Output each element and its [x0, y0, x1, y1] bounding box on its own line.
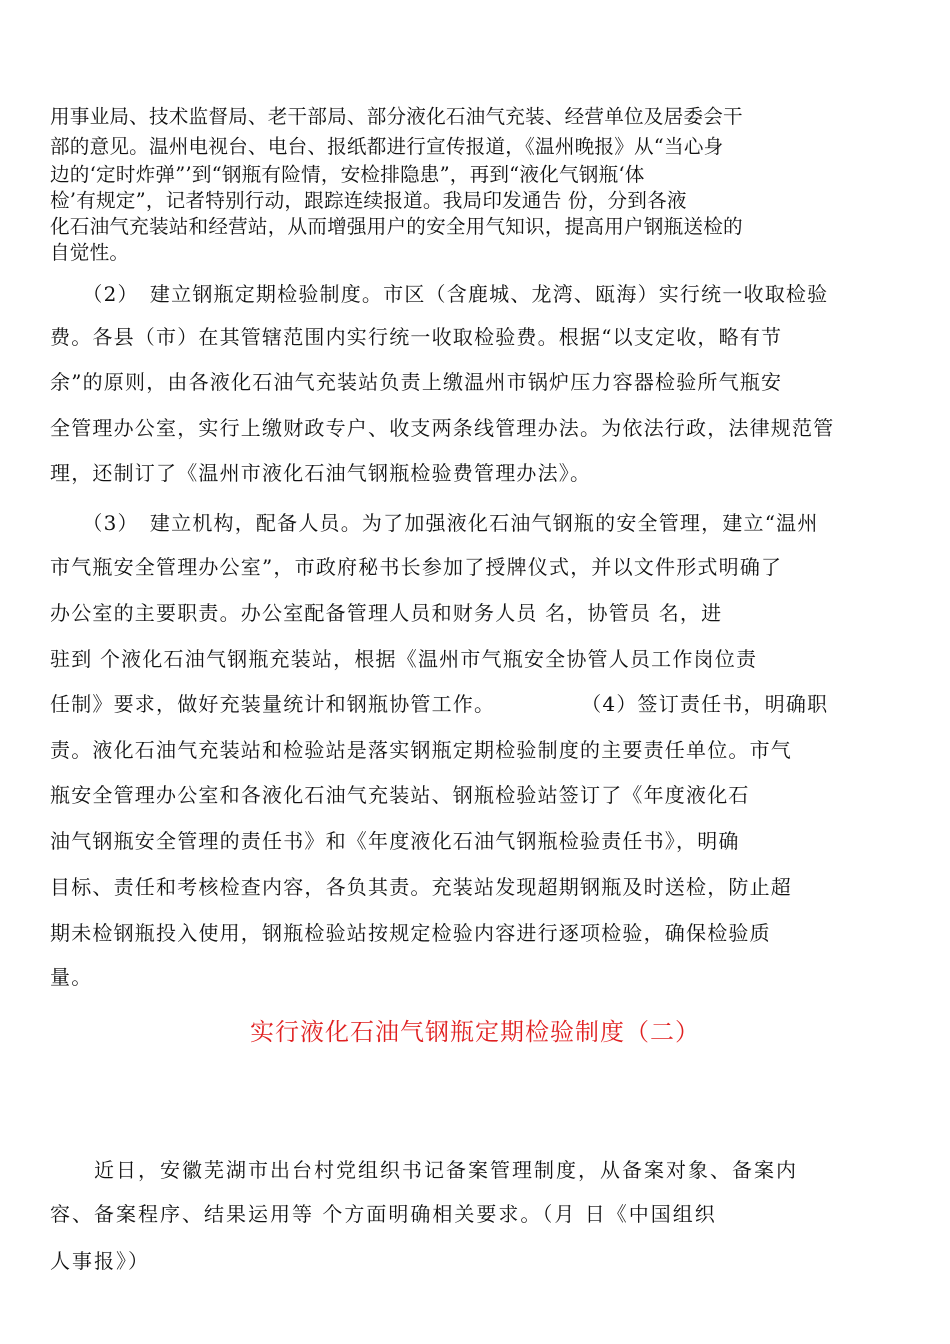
paragraph-line: 责。液化石油气充装站和检验站是落实钢瓶定期检验制度的主要责任单位。市气: [50, 738, 792, 762]
paragraph-line: 瓶安全管理办公室和各液化石油气充装站、钢瓶检验站签订了《年度液化石: [50, 783, 750, 807]
paragraph-line: 用事业局、技术监督局、老干部局、部分液化石油气充装、经营单位及居委会干: [50, 105, 743, 128]
paragraph-line: 检’有规定”，记者特别行动，跟踪连续报道。我局印发通告 份，分到各液: [50, 189, 687, 212]
paragraph-line: （3） 建立机构，配备人员。为了加强液化石油气钢瓶的安全管理，建立“温州: [50, 511, 819, 535]
paragraph-line: 驻到 个液化石油气钢瓶充装站，根据《温州市气瓶安全协管人员工作岗位责: [50, 647, 758, 671]
paragraph-line: 部的意见。温州电视台、电台、报纸都进行宣传报道，《温州晚报》从“当心身: [50, 135, 724, 158]
paragraph-line: 容、备案程序、结果运用等 个方面明确相关要求。（月 日《中国组织: [50, 1202, 717, 1226]
paragraph-line: 量。: [50, 965, 93, 989]
paragraph-line: 自觉性。: [50, 241, 130, 264]
paragraph-line: 市气瓶安全管理办公室”，市政府秘书长参加了授牌仪式，并以文件形式明确了: [50, 555, 783, 579]
paragraph-line: 人事报》）: [50, 1249, 150, 1273]
paragraph-line: 目标、责任和考核检查内容，各负其责。充装站发现超期钢瓶及时送检，防止超: [50, 875, 792, 899]
paragraph-line: 油气钢瓶安全管理的责任书》和《年度液化石油气钢瓶检验责任书》，明确: [50, 829, 740, 853]
paragraph-line: 费。各县（市）在其管辖范围内实行统一收取检验费。根据“以支定收，略有节: [50, 325, 783, 349]
paragraph-line: （2） 建立钢瓶定期检验制度。市区（含鹿城、龙湾、瓯海）实行统一收取检验: [50, 282, 829, 306]
paragraph-line: 办公室的主要职责。办公室配备管理人员和财务人员 名，协管员 名，进: [50, 601, 723, 625]
paragraph-line: 期未检钢瓶投入使用，钢瓶检验站按规定检验内容进行逐项检验，确保检验质: [50, 921, 771, 945]
paragraph-line: 近日，安徽芜湖市出台村党组织书记备案管理制度，从备案对象、备案内: [50, 1158, 798, 1182]
paragraph-line: 任制》要求，做好充装量统计和钢瓶协管工作。 （4）签订责任书，明确职: [50, 692, 829, 716]
paragraph-line: 全管理办公室，实行上缴财政专户、收支两条线管理办法。为依法行政，法律规范管: [50, 416, 835, 440]
paragraph-line: 余”的原则，由各液化石油气充装站负责上缴温州市锅炉压力容器检验所气瓶安: [50, 370, 783, 394]
paragraph-line: 边的‘定时炸弹”’到“钢瓶有险情，安检排隐患”，再到“液化气钢瓶‘体: [50, 163, 645, 186]
section-title: 实行液化石油气钢瓶定期检验制度（二）: [250, 1018, 700, 1046]
paragraph-line: 理，还制订了《温州市液化石油气钢瓶检验费管理办法》。: [50, 461, 592, 485]
paragraph-line: 化石油气充装站和经营站，从而增强用户的安全用气知识，提高用户钢瓶送检的: [50, 215, 743, 238]
